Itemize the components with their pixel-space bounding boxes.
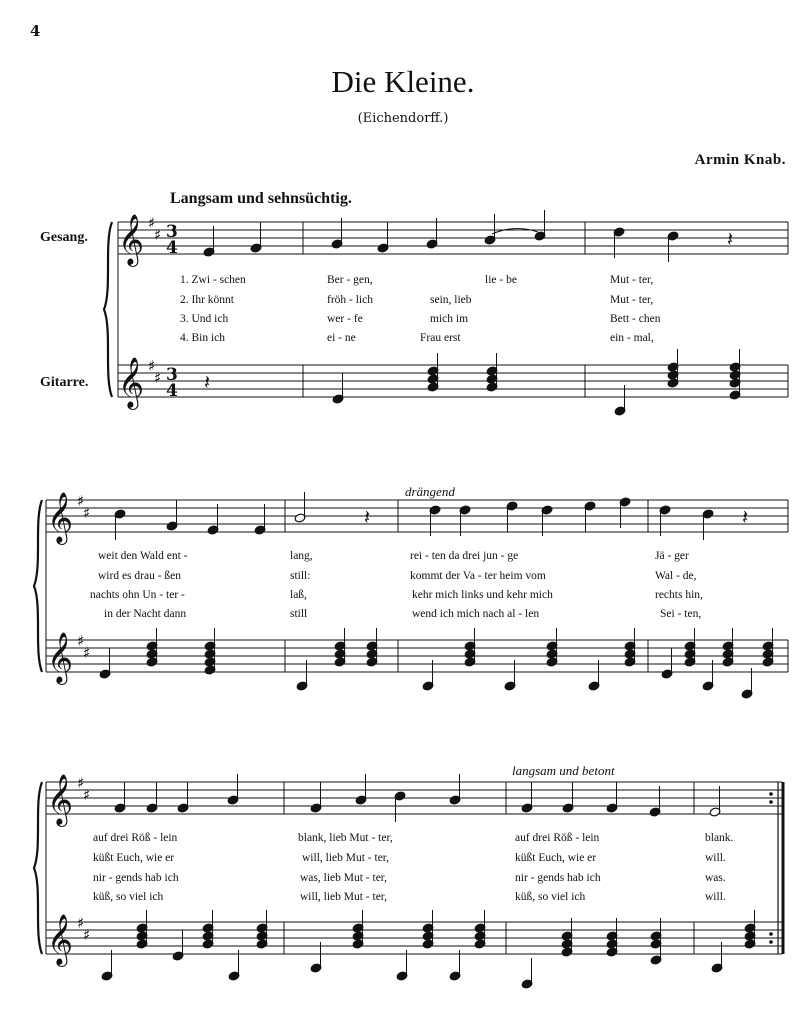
sharp-icon: ♯ xyxy=(77,632,85,650)
lyric-syllable: ei - ne xyxy=(327,332,356,344)
treble-clef-icon: 𝄞 xyxy=(47,632,74,683)
expression-langsam: langsam und betont xyxy=(512,763,615,778)
song-title: Die Kleine. xyxy=(331,64,475,99)
lyric-syllable: nachts ohn Un - ter - xyxy=(90,589,185,601)
sharp-icon: ♯ xyxy=(83,926,91,944)
lyric-syllable: Mut - ter, xyxy=(610,274,654,286)
quarter-rest-icon: 𝄽 xyxy=(204,370,211,394)
guitar-label: Gitarre. xyxy=(40,375,89,390)
lyric-syllable: Frau erst xyxy=(420,332,461,344)
time-signature-numerator: 3 xyxy=(166,222,178,242)
lyric-syllable: küßt Euch, wie er xyxy=(515,852,597,864)
lyric-syllable: sein, lieb xyxy=(430,294,472,306)
voice-label: Gesang. xyxy=(40,230,88,245)
tempo-marking: Langsam und sehnsüchtig. xyxy=(170,190,352,207)
expression-drangend: drängend xyxy=(405,484,455,499)
lyric-syllable: in der Nacht dann xyxy=(104,608,187,620)
slur xyxy=(492,228,538,234)
sharp-icon: ♯ xyxy=(148,357,156,375)
lyric-syllable: laß, xyxy=(290,589,307,601)
time-signature-denominator: 4 xyxy=(166,238,178,258)
lyric-syllable: Bett - chen xyxy=(610,313,661,325)
lyric-syllable: will. xyxy=(705,852,726,864)
lyric-syllable: küßt Euch, wie er xyxy=(93,852,175,864)
lyric-syllable: Jä - ger xyxy=(655,550,689,562)
repeat-dot xyxy=(769,932,773,936)
lyric-syllable: blank. xyxy=(705,832,734,844)
lyric-syllable: küß, so viel ich xyxy=(93,891,164,903)
page-number: 4 xyxy=(30,22,41,40)
repeat-dot xyxy=(769,800,773,804)
lyric-syllable: 2. Ihr könnt xyxy=(180,294,234,306)
sharp-icon: ♯ xyxy=(77,774,85,792)
lyric-syllable: wer - fe xyxy=(327,313,363,325)
sharp-icon: ♯ xyxy=(154,369,162,387)
lyric-syllable: Sei - ten, xyxy=(660,608,702,620)
lyric-syllable: wird es drau - ßen xyxy=(98,570,182,582)
sharp-icon: ♯ xyxy=(77,492,85,510)
time-signature-denominator: 4 xyxy=(166,381,178,401)
lyric-syllable: wend ich mich nach al - len xyxy=(412,608,540,620)
treble-clef-icon: 𝄞 xyxy=(47,492,74,543)
repeat-dot xyxy=(769,940,773,944)
lyric-syllable: auf drei Röß - lein xyxy=(93,832,178,844)
composer-credit: Armin Knab. xyxy=(694,152,786,168)
lyric-syllable: rei - ten da drei jun - ge xyxy=(410,550,519,562)
quarter-rest-icon: 𝄽 xyxy=(727,227,734,251)
poet-credit: (Eichendorff.) xyxy=(357,111,449,126)
lyric-syllable: 3. Und ich xyxy=(180,313,229,325)
lyric-syllable: küß, so viel ich xyxy=(515,891,586,903)
lyric-syllable: rechts hin, xyxy=(655,589,703,601)
system-brace xyxy=(34,782,42,954)
lyric-syllable: will, lieb Mut - ter, xyxy=(302,852,390,864)
sharp-icon: ♯ xyxy=(83,504,91,522)
system-brace xyxy=(34,500,42,672)
system-brace xyxy=(104,222,112,397)
lyric-syllable: still: xyxy=(290,570,311,582)
quarter-rest-icon: 𝄽 xyxy=(742,505,749,529)
lyric-syllable: Mut - ter, xyxy=(610,294,654,306)
lyric-syllable: 4. Bin ich xyxy=(180,332,226,344)
treble-clef-icon: 𝄞 xyxy=(118,357,145,408)
lyric-syllable: will, lieb Mut - ter, xyxy=(300,891,388,903)
lyric-syllable: mich im xyxy=(430,313,469,325)
treble-clef-icon: 𝄞 xyxy=(47,774,74,825)
lyric-syllable: blank, lieb Mut - ter, xyxy=(298,832,393,844)
lyric-syllable: nir - gends hab ich xyxy=(515,872,601,884)
lyric-syllable: nir - gends hab ich xyxy=(93,872,179,884)
sharp-icon: ♯ xyxy=(83,786,91,804)
lyric-syllable: will. xyxy=(705,891,726,903)
lyric-syllable: ein - mal, xyxy=(610,332,654,344)
lyric-syllable: Ber - gen, xyxy=(327,274,373,286)
lyric-syllable: kommt der Va - ter heim vom xyxy=(410,570,546,582)
lyric-syllable: Wal - de, xyxy=(655,570,697,582)
lyric-syllable: lang, xyxy=(290,550,313,562)
lyric-syllable: was. xyxy=(705,872,726,884)
lyric-syllable: 1. Zwi - schen xyxy=(180,274,246,286)
sharp-icon: ♯ xyxy=(83,644,91,662)
lyric-syllable: was, lieb Mut - ter, xyxy=(300,872,388,884)
lyric-syllable: kehr mich links und kehr mich xyxy=(412,589,553,601)
time-signature-numerator: 3 xyxy=(166,365,178,385)
quarter-rest-icon: 𝄽 xyxy=(364,505,371,529)
treble-clef-icon: 𝄞 xyxy=(118,214,145,265)
sharp-icon: ♯ xyxy=(154,226,162,244)
lyric-syllable: weit den Wald ent - xyxy=(98,550,188,562)
lyric-syllable: auf drei Röß - lein xyxy=(515,832,600,844)
repeat-dot xyxy=(769,792,773,796)
lyric-syllable: fröh - lich xyxy=(327,294,373,306)
lyric-syllable: still xyxy=(290,608,308,620)
sharp-icon: ♯ xyxy=(148,214,156,232)
sharp-icon: ♯ xyxy=(77,914,85,932)
lyric-syllable: lie - be xyxy=(485,274,517,286)
treble-clef-icon: 𝄞 xyxy=(47,914,74,965)
